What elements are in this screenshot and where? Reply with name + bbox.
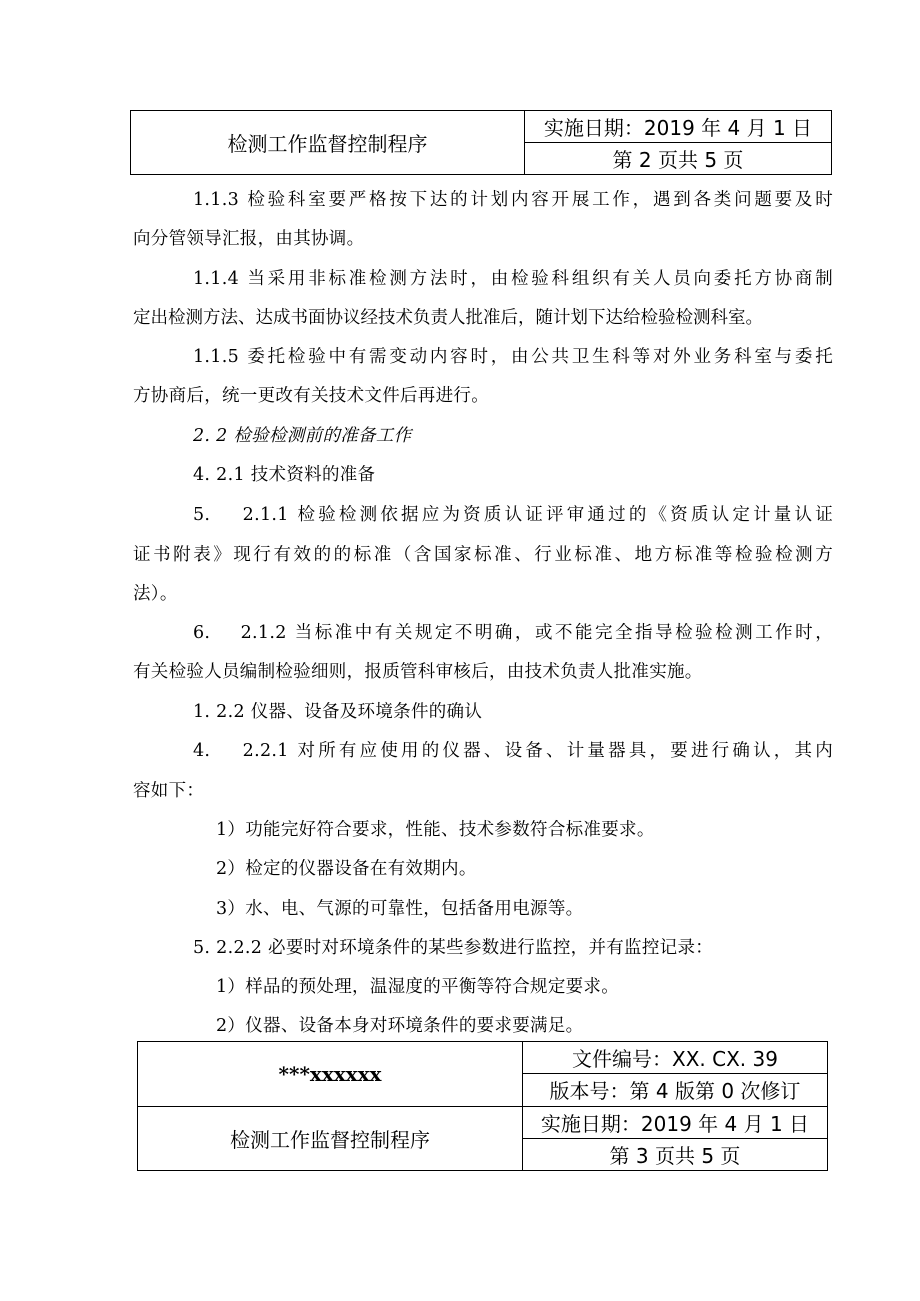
page-number: 第 2 页共 5 页 bbox=[525, 143, 832, 175]
paragraph-line: 1.1.4 当采用非标准检测方法时，由检验科组织有关人员向委托方协商制 bbox=[193, 269, 833, 289]
organization-name: ***xxxxxx bbox=[138, 1042, 523, 1107]
effective-date: 实施日期：2019 年 4 月 1 日 bbox=[523, 1106, 828, 1138]
subsection-heading: 1. 2.2 仪器、设备及环境条件的确认 bbox=[193, 702, 483, 722]
effective-date: 实施日期：2019 年 4 月 1 日 bbox=[525, 111, 832, 143]
header-table-bottom bbox=[137, 1041, 828, 1171]
subsection-heading: 4. 2.1 技术资料的准备 bbox=[193, 465, 376, 485]
doc-title: 检测工作监督控制程序 bbox=[138, 1106, 523, 1171]
paragraph-line: 容如下： bbox=[133, 781, 205, 801]
paragraph-line: 5. 2.2.2 必要时对环境条件的某些参数进行监控，并有监控记录： bbox=[193, 938, 714, 958]
paragraph-line: 证书附表》现行有效的的标准（含国家标准、行业标准、地方标准等检验检测方 bbox=[133, 545, 833, 565]
paragraph-line: 向分管领导汇报，由其协调。 bbox=[133, 229, 365, 249]
paragraph-line: 1.1.3 检验科室要严格按下达的计划内容开展工作，遇到各类问题要及时 bbox=[193, 190, 833, 210]
paragraph-line: 1.1.5 委托检验中有需变动内容时，由公共卫生科等对外业务科室与委托 bbox=[193, 347, 833, 367]
paragraph-line: 有关检验人员编制检验细则，报质管科审核后，由技术负责人批准实施。 bbox=[133, 662, 703, 682]
paragraph-line: 5. 2.1.1 检验检测依据应为资质认证评审通过的《资质认定计量认证 bbox=[193, 505, 833, 525]
paragraph-line: 6. 2.1.2 当标准中有关规定不明确，或不能完全指导检验检测工作时， bbox=[193, 623, 833, 643]
document-number: 文件编号：XX. CX. 39 bbox=[523, 1042, 828, 1074]
paragraph-line: 定出检测方法、达成书面协议经技术负责人批准后，随计划下达给检验检测科室。 bbox=[133, 308, 763, 328]
list-item: 2）检定的仪器设备在有效期内。 bbox=[216, 859, 477, 879]
section-heading: 2. 2 检验检测前的准备工作 bbox=[193, 426, 412, 446]
version-number: 版本号：第 4 版第 0 次修订 bbox=[523, 1074, 828, 1106]
list-item: 3）水、电、气源的可靠性，包括备用电源等。 bbox=[216, 899, 584, 919]
list-item: 2）仪器、设备本身对环境条件的要求要满足。 bbox=[216, 1016, 584, 1036]
paragraph-line: 方协商后，统一更改有关技术文件后再进行。 bbox=[133, 386, 489, 406]
paragraph-line: 4. 2.2.1 对所有应使用的仪器、设备、计量器具，要进行确认，其内 bbox=[193, 741, 833, 761]
header-table-top bbox=[130, 110, 832, 175]
doc-title: 检测工作监督控制程序 bbox=[131, 111, 525, 175]
paragraph-line: 法）。 bbox=[133, 584, 178, 604]
list-item: 1）功能完好符合要求，性能、技术参数符合标准要求。 bbox=[216, 820, 655, 840]
page-number: 第 3 页共 5 页 bbox=[523, 1138, 828, 1170]
list-item: 1）样品的预处理，温湿度的平衡等符合规定要求。 bbox=[216, 977, 620, 997]
